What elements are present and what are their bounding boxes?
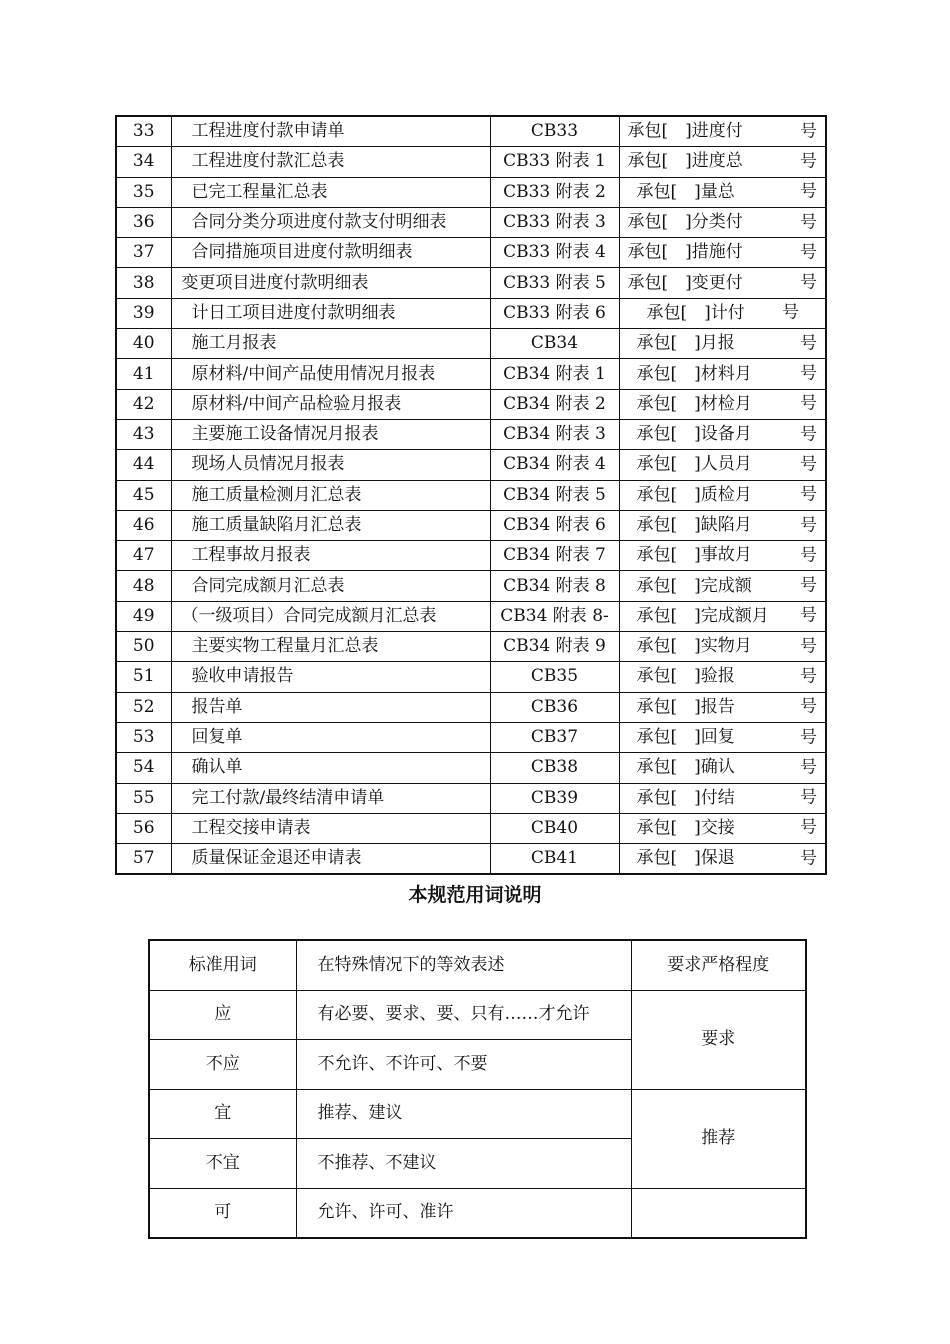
form-reference	[619, 147, 826, 177]
form-number: 56	[116, 813, 171, 843]
form-code: CB37	[490, 722, 619, 752]
form-number: 51	[116, 662, 171, 692]
form-code: CB34 附表 2	[490, 389, 619, 419]
form-name: 已完工程量汇总表	[171, 177, 490, 207]
form-code: CB33 附表 3	[490, 207, 619, 237]
term-word: 可	[149, 1188, 296, 1238]
table-row	[116, 541, 826, 571]
form-reference	[619, 722, 826, 752]
table-row	[116, 510, 826, 540]
form-reference-suffix: 号	[800, 666, 817, 687]
form-reference-prefix: 承包[ ]措施付	[627, 242, 743, 263]
form-code: CB34 附表 8-	[490, 601, 619, 631]
form-reference-prefix: 承包[ ]月报	[636, 333, 735, 354]
form-name: 工程进度付款汇总表	[171, 147, 490, 177]
header-equivalent: 在特殊情况下的等效表述	[296, 940, 631, 990]
form-number: 46	[116, 510, 171, 540]
table-row	[116, 147, 826, 177]
form-reference	[619, 238, 826, 268]
form-name: 现场人员情况月报表	[171, 450, 490, 480]
form-number: 44	[116, 450, 171, 480]
form-code: CB39	[490, 783, 619, 813]
form-reference-suffix: 号	[800, 515, 817, 535]
form-reference	[619, 541, 826, 571]
form-reference	[619, 116, 826, 147]
form-number: 47	[116, 541, 171, 571]
form-reference	[619, 571, 826, 601]
terms-row	[149, 990, 806, 1040]
form-reference-suffix: 号	[800, 787, 817, 808]
form-reference	[619, 268, 826, 298]
form-code: CB34 附表 8	[490, 571, 619, 601]
form-code: CB35	[490, 662, 619, 692]
form-number: 37	[116, 238, 171, 268]
form-reference-suffix: 号	[800, 605, 817, 626]
table-row	[116, 177, 826, 207]
form-reference	[619, 601, 826, 631]
form-code: CB41	[490, 844, 619, 875]
form-name: 合同完成额月汇总表	[171, 571, 490, 601]
term-word: 不宜	[149, 1139, 296, 1189]
form-reference-suffix: 号	[800, 272, 817, 293]
form-reference-prefix: 承包[ ]材料月	[636, 363, 752, 384]
form-name: 完工付款/最终结清申请单	[171, 783, 490, 813]
form-reference-suffix: 号	[800, 636, 817, 657]
form-reference-prefix: 承包[ ]完成额	[636, 575, 752, 596]
form-reference-prefix: 承包[ ]分类付	[627, 212, 743, 233]
form-number: 39	[116, 298, 171, 328]
form-reference	[619, 389, 826, 419]
form-reference-suffix: 号	[800, 848, 817, 869]
form-reference-suffix: 号	[800, 333, 817, 354]
form-reference	[619, 450, 826, 480]
form-reference-prefix: 承包[ ]变更付	[627, 272, 743, 293]
form-reference-suffix: 号	[800, 817, 817, 838]
form-reference-prefix: 承包[ ]保退	[636, 848, 735, 869]
term-equivalent: 不推荐、不建议	[296, 1139, 631, 1189]
table-row	[116, 419, 826, 449]
form-code: CB33 附表 2	[490, 177, 619, 207]
form-reference	[619, 813, 826, 843]
form-reference	[619, 419, 826, 449]
form-code: CB33 附表 4	[490, 238, 619, 268]
form-number: 40	[116, 329, 171, 359]
form-reference	[619, 177, 826, 207]
table-row	[116, 783, 826, 813]
table-row	[116, 571, 826, 601]
form-name: 主要实物工程量月汇总表	[171, 632, 490, 662]
form-reference-suffix: 号	[800, 151, 817, 172]
form-reference-prefix: 承包[ ]人员月	[636, 454, 752, 475]
form-reference	[619, 298, 826, 328]
form-reference	[619, 329, 826, 359]
form-reference	[619, 207, 826, 237]
table-row	[116, 238, 826, 268]
table-row	[116, 359, 826, 389]
form-code: CB34 附表 5	[490, 480, 619, 510]
form-reference-suffix: 号	[800, 212, 817, 233]
form-name: 变更项目进度付款明细表	[171, 268, 490, 298]
form-reference-suffix: 号	[800, 757, 817, 778]
table-row	[116, 450, 826, 480]
form-number: 52	[116, 692, 171, 722]
form-reference-prefix: 承包[ ]材检月	[636, 393, 752, 414]
term-word: 不应	[149, 1040, 296, 1090]
table-row	[116, 116, 826, 147]
term-word: 应	[149, 990, 296, 1040]
forms-table	[115, 115, 827, 875]
form-code: CB33 附表 5	[490, 268, 619, 298]
form-reference-suffix: 号	[800, 242, 817, 263]
form-reference-prefix: 承包[ ]量总	[636, 181, 735, 202]
form-code: CB33 附表 6	[490, 298, 619, 328]
form-code: CB40	[490, 813, 619, 843]
table-row	[116, 389, 826, 419]
form-reference	[619, 844, 826, 875]
form-name: 原材料/中间产品使用情况月报表	[171, 359, 490, 389]
form-reference	[619, 662, 826, 692]
form-number: 41	[116, 359, 171, 389]
term-equivalent: 允许、许可、准许	[296, 1188, 631, 1238]
form-number: 34	[116, 147, 171, 177]
table-row	[116, 662, 826, 692]
table-row	[116, 207, 826, 237]
form-code: CB36	[490, 692, 619, 722]
form-name: 施工质量缺陷月汇总表	[171, 510, 490, 540]
form-name: 合同分类分项进度付款支付明细表	[171, 207, 490, 237]
form-reference-prefix: 承包[ ]付结	[636, 787, 735, 808]
terms-table	[148, 939, 807, 1239]
table-row	[116, 722, 826, 752]
form-reference-prefix: 承包[ ]计付	[646, 302, 745, 323]
form-reference-prefix: 承包[ ]实物月	[636, 636, 752, 657]
form-reference-suffix: 号	[800, 454, 817, 475]
form-reference-suffix: 号	[800, 545, 817, 566]
form-reference-suffix: 号	[800, 484, 817, 505]
form-reference-prefix: 承包[ ]事故月	[636, 545, 752, 566]
form-name: 报告单	[171, 692, 490, 722]
form-reference-suffix: 号	[800, 181, 817, 202]
form-number: 55	[116, 783, 171, 813]
form-number: 50	[116, 632, 171, 662]
form-name: 工程交接申请表	[171, 813, 490, 843]
form-reference-suffix: 号	[800, 121, 817, 142]
form-number: 53	[116, 722, 171, 752]
form-reference-suffix: 号	[782, 302, 799, 323]
form-code: CB33 附表 1	[490, 147, 619, 177]
term-equivalent: 不允许、不许可、不要	[296, 1040, 631, 1090]
form-reference	[619, 753, 826, 783]
terms-row	[149, 1089, 806, 1139]
form-number: 35	[116, 177, 171, 207]
table-row	[116, 601, 826, 631]
table-row	[116, 692, 826, 722]
form-code: CB38	[490, 753, 619, 783]
form-reference	[619, 692, 826, 722]
term-equivalent: 有必要、要求、要、只有……才允许	[296, 990, 631, 1040]
form-name: 质量保证金退还申请表	[171, 844, 490, 875]
form-number: 45	[116, 480, 171, 510]
form-number: 43	[116, 419, 171, 449]
form-reference-prefix: 承包[ ]确认	[636, 757, 735, 778]
form-name: 确认单	[171, 753, 490, 783]
form-reference-suffix: 号	[800, 424, 817, 445]
table-row	[116, 753, 826, 783]
form-reference	[619, 510, 826, 540]
form-number: 36	[116, 207, 171, 237]
form-name: （一级项目）合同完成额月汇总表	[171, 601, 490, 631]
terms-header-row	[149, 940, 806, 990]
form-code: CB34 附表 6	[490, 510, 619, 540]
form-reference-suffix: 号	[800, 393, 817, 414]
form-number: 54	[116, 753, 171, 783]
form-code: CB34 附表 1	[490, 359, 619, 389]
table-row	[116, 298, 826, 328]
form-number: 38	[116, 268, 171, 298]
form-reference-prefix: 承包[ ]报告	[636, 696, 735, 717]
form-code: CB34 附表 3	[490, 419, 619, 449]
table-row	[116, 480, 826, 510]
form-number: 48	[116, 571, 171, 601]
term-level-required: 要求	[631, 990, 806, 1089]
form-reference-prefix: 承包[ ]交接	[636, 817, 735, 838]
form-reference-prefix: 承包[ ]验报	[636, 666, 735, 687]
form-reference-prefix: 承包[ ]完成额月	[636, 605, 769, 626]
form-number: 42	[116, 389, 171, 419]
form-number: 57	[116, 844, 171, 875]
header-word: 标准用词	[149, 940, 296, 990]
table-row	[116, 632, 826, 662]
table-row	[116, 813, 826, 843]
header-level: 要求严格程度	[631, 940, 806, 990]
form-reference-prefix: 承包[ ]进度付	[627, 121, 743, 142]
form-reference-suffix: 号	[800, 363, 817, 384]
form-reference-prefix: 承包[ ]质检月	[636, 484, 752, 505]
form-reference-suffix: 号	[800, 727, 817, 748]
table-row	[116, 268, 826, 298]
form-reference	[619, 359, 826, 389]
terms-row	[149, 1188, 806, 1238]
form-code: CB34 附表 9	[490, 632, 619, 662]
form-reference-prefix: 承包[ ]回复	[636, 727, 735, 748]
term-level-allowed	[631, 1188, 806, 1238]
form-code: CB34	[490, 329, 619, 359]
form-reference-prefix: 承包[ ]进度总	[627, 151, 743, 172]
form-code: CB34 附表 4	[490, 450, 619, 480]
section-title: 本规范用词说明	[408, 884, 542, 906]
table-row	[116, 844, 826, 875]
form-reference-suffix: 号	[800, 575, 817, 596]
forms-table-body	[116, 116, 826, 874]
form-name: 回复单	[171, 722, 490, 752]
form-reference	[619, 480, 826, 510]
form-reference-prefix: 承包[ ]设备月	[636, 424, 752, 445]
form-name: 主要施工设备情况月报表	[171, 419, 490, 449]
form-reference-prefix: 承包[ ]缺陷月	[636, 515, 752, 535]
form-reference	[619, 783, 826, 813]
form-name: 工程事故月报表	[171, 541, 490, 571]
form-number: 49	[116, 601, 171, 631]
term-equivalent: 推荐、建议	[296, 1089, 631, 1139]
term-word: 宜	[149, 1089, 296, 1139]
form-code: CB33	[490, 116, 619, 147]
form-reference	[619, 632, 826, 662]
form-reference-suffix: 号	[800, 696, 817, 717]
term-level-recommended: 推荐	[631, 1089, 806, 1188]
form-number: 33	[116, 116, 171, 147]
form-name: 计日工项目进度付款明细表	[171, 298, 490, 328]
form-name: 合同措施项目进度付款明细表	[171, 238, 490, 268]
form-name: 施工月报表	[171, 329, 490, 359]
form-name: 工程进度付款申请单	[171, 116, 490, 147]
form-name: 施工质量检测月汇总表	[171, 480, 490, 510]
form-name: 原材料/中间产品检验月报表	[171, 389, 490, 419]
table-row	[116, 329, 826, 359]
form-name: 验收申请报告	[171, 662, 490, 692]
form-code: CB34 附表 7	[490, 541, 619, 571]
